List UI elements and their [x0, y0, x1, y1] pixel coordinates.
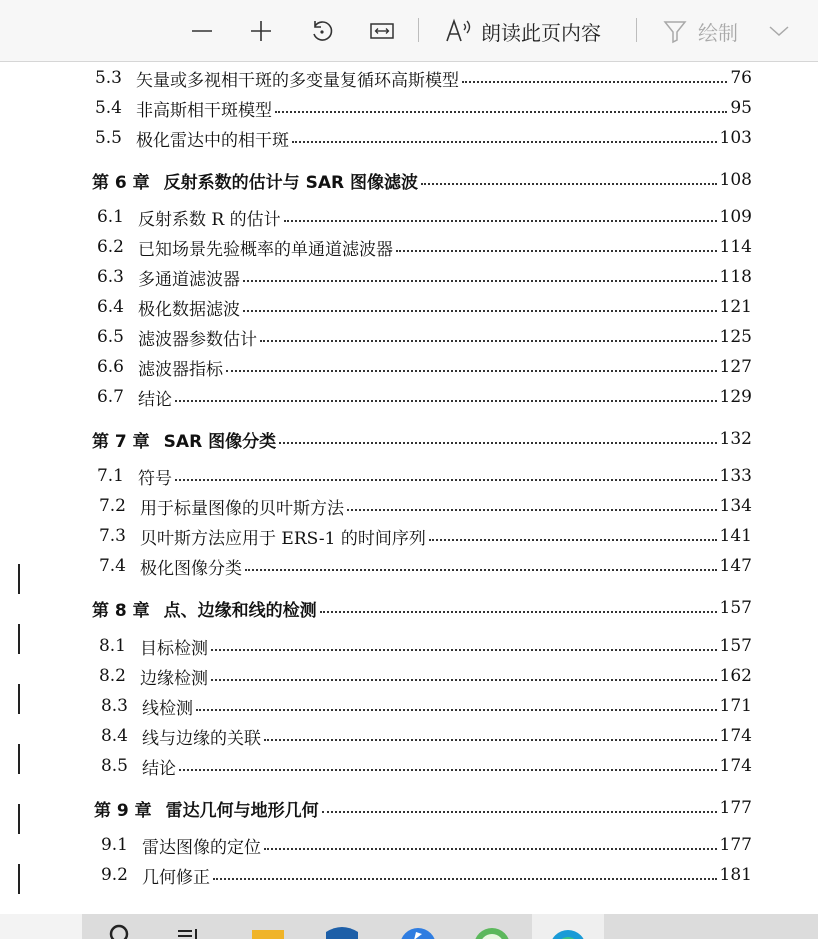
chapter-number: 第 8 章 — [92, 600, 150, 621]
toc-section-row[interactable] — [84, 384, 752, 410]
toc-section-row[interactable] — [86, 523, 752, 549]
section-number: 7.4 — [98, 556, 126, 576]
page-number: 121 — [719, 297, 752, 317]
page-number: 114 — [719, 237, 752, 257]
page-number: 171 — [719, 696, 752, 716]
toc-section-row[interactable] — [86, 633, 752, 659]
dot-leader — [284, 220, 717, 222]
dot-leader — [396, 250, 717, 252]
section-number: 8.2 — [98, 666, 126, 686]
section-title: 符号 — [138, 468, 172, 489]
dot-leader — [347, 509, 717, 511]
section-title: 结论 — [138, 389, 172, 410]
section-number: 6.2 — [96, 237, 124, 257]
section-number: 6.1 — [96, 207, 124, 227]
page-number: 109 — [719, 207, 752, 227]
zoom-in-button[interactable] — [245, 14, 277, 48]
toc-section-row[interactable] — [84, 463, 752, 489]
page-number: 134 — [719, 496, 752, 516]
section-title: 矢量或多视相干斑的多变量复循环高斯模型 — [136, 70, 459, 91]
section-title: 结论 — [142, 758, 176, 779]
margin-mark — [18, 864, 20, 894]
section-number: 6.3 — [96, 267, 124, 287]
section-number: 7.2 — [98, 496, 126, 516]
edge-app-active[interactable] — [532, 914, 604, 939]
pdf-toolbar — [0, 0, 818, 62]
section-number: 8.5 — [100, 756, 128, 776]
toc-section-row[interactable] — [84, 204, 752, 230]
dot-leader — [320, 611, 717, 613]
toc-section-row[interactable] — [82, 125, 752, 151]
section-title: 已知场景先验概率的单通道滤波器 — [138, 239, 393, 260]
toolbar-separator — [418, 18, 419, 42]
read-aloud-button[interactable] — [445, 14, 615, 48]
dot-leader — [260, 340, 717, 342]
page-number: 177 — [719, 798, 752, 818]
toc-section-row[interactable] — [84, 294, 752, 320]
toc-section-row[interactable] — [88, 862, 752, 888]
section-number: 6.5 — [96, 327, 124, 347]
page-number: 141 — [719, 526, 752, 546]
section-number: 6.4 — [96, 297, 124, 317]
margin-mark — [18, 564, 20, 594]
section-number: 6.6 — [96, 357, 124, 377]
chapter-title: 点、边缘和线的检测 — [163, 600, 317, 621]
page-number: 125 — [719, 327, 752, 347]
dot-leader — [243, 280, 717, 282]
section-title: 目标检测 — [140, 638, 208, 659]
section-number: 9.2 — [100, 865, 128, 885]
toc-chapter-row[interactable] — [94, 795, 752, 821]
rotate-button[interactable] — [306, 14, 338, 48]
plus-icon — [249, 19, 273, 43]
task-view-icon[interactable] — [172, 914, 206, 939]
toc-section-row[interactable] — [84, 234, 752, 260]
page-number: 147 — [719, 556, 752, 576]
margin-mark — [18, 624, 20, 654]
page-number: 76 — [730, 68, 752, 88]
chevron-down-icon — [768, 24, 790, 38]
draw-icon — [662, 18, 688, 44]
page-number: 157 — [719, 598, 752, 618]
toc-section-row[interactable] — [88, 723, 752, 749]
fit-width-button[interactable] — [366, 14, 398, 48]
dot-leader — [421, 183, 717, 185]
section-title: 边缘检测 — [140, 668, 208, 689]
toc-section-row[interactable] — [88, 693, 752, 719]
page-number: 103 — [719, 128, 752, 148]
page-number: 95 — [730, 98, 752, 118]
section-number: 8.4 — [100, 726, 128, 746]
section-title: 雷达图像的定位 — [142, 837, 261, 858]
dot-leader — [213, 878, 717, 880]
page-number: 177 — [719, 835, 752, 855]
chapter-number: 第 7 章 — [92, 431, 150, 452]
minus-icon — [190, 19, 214, 43]
toc-section-row[interactable] — [82, 65, 752, 91]
toc-chapter-row[interactable] — [92, 167, 752, 193]
dot-leader — [275, 111, 727, 113]
dot-leader — [196, 709, 717, 711]
section-number: 8.3 — [100, 696, 128, 716]
chapter-title: 雷达几何与地形几何 — [165, 800, 319, 821]
toc-section-row[interactable] — [86, 553, 752, 579]
page-number: 162 — [719, 666, 752, 686]
section-number: 5.4 — [94, 98, 122, 118]
section-title: 贝叶斯方法应用于 ERS-1 的时间序列 — [140, 528, 426, 549]
margin-mark — [18, 744, 20, 774]
page-number: 157 — [719, 636, 752, 656]
chapter-title: SAR 图像分类 — [163, 431, 277, 452]
dot-leader — [211, 679, 717, 681]
page-number: 132 — [719, 429, 752, 449]
dot-leader — [245, 569, 717, 571]
toc-chapter-row[interactable] — [92, 595, 752, 621]
section-title: 线与边缘的关联 — [142, 728, 261, 749]
section-title: 用于标量图像的贝叶斯方法 — [140, 498, 344, 519]
page-number: 181 — [719, 865, 752, 885]
page-number: 174 — [719, 756, 752, 776]
section-number: 5.3 — [94, 68, 122, 88]
dot-leader — [292, 141, 717, 143]
section-number: 5.5 — [94, 128, 122, 148]
margin-mark — [18, 804, 20, 834]
section-number: 8.1 — [98, 636, 126, 656]
page-number: 174 — [719, 726, 752, 746]
dot-leader — [279, 442, 716, 444]
toc-section-row[interactable] — [82, 95, 752, 121]
dot-leader — [175, 479, 717, 481]
search-icon[interactable] — [104, 914, 134, 939]
section-title: 反射系数 R 的估计 — [138, 209, 281, 230]
chapter-number: 第 9 章 — [94, 800, 152, 821]
section-number: 9.1 — [100, 835, 128, 855]
section-title: 极化图像分类 — [140, 558, 242, 579]
dot-leader — [429, 539, 717, 541]
dot-leader — [243, 310, 717, 312]
taskbar — [0, 914, 818, 939]
page-number: 118 — [719, 267, 752, 287]
toc-chapter-row[interactable] — [92, 426, 752, 452]
pdf-page — [0, 62, 818, 914]
section-title: 极化数据滤波 — [138, 299, 240, 320]
section-title: 非高斯相干斑模型 — [136, 100, 272, 121]
dot-leader — [264, 739, 717, 741]
taskbar-search-box[interactable] — [0, 914, 82, 939]
page-number: 133 — [719, 466, 752, 486]
toc-section-row[interactable] — [86, 663, 752, 689]
section-title: 多通道滤波器 — [138, 269, 240, 290]
draw-label: 绘制 — [698, 20, 738, 45]
section-title: 几何修正 — [142, 867, 210, 888]
app-icon[interactable] — [398, 914, 438, 939]
store-icon[interactable] — [322, 914, 362, 939]
dot-leader — [322, 811, 717, 813]
page-number: 108 — [719, 170, 752, 190]
toc-section-row[interactable] — [86, 493, 752, 519]
toc-section-row[interactable] — [88, 753, 752, 779]
toc-section-row[interactable] — [84, 264, 752, 290]
section-title: 滤波器参数估计 — [138, 329, 257, 350]
page-number: 129 — [719, 387, 752, 407]
zoom-out-button[interactable] — [186, 14, 218, 48]
dot-leader — [264, 848, 717, 850]
rotate-icon — [309, 18, 335, 44]
margin-mark — [18, 684, 20, 714]
dot-leader — [462, 81, 727, 83]
dot-leader — [179, 769, 717, 771]
draw-dropdown-button[interactable] — [764, 14, 794, 48]
chapter-title: 反射系数的估计与 SAR 图像滤波 — [163, 172, 418, 193]
section-title: 滤波器指标 — [138, 359, 223, 380]
app-icon[interactable] — [472, 914, 512, 939]
toc-section-row[interactable] — [84, 354, 752, 380]
section-number: 7.1 — [96, 466, 124, 486]
toc-section-row[interactable] — [88, 832, 752, 858]
read-aloud-icon — [445, 18, 475, 44]
dot-leader — [226, 370, 717, 372]
fit-width-icon — [369, 21, 395, 41]
section-number: 6.7 — [96, 387, 124, 407]
chapter-number: 第 6 章 — [92, 172, 150, 193]
section-title: 极化雷达中的相干斑 — [136, 130, 289, 151]
section-number: 7.3 — [98, 526, 126, 546]
toolbar-separator — [636, 18, 637, 42]
dot-leader — [175, 400, 717, 402]
toc-section-row[interactable] — [84, 324, 752, 350]
draw-button[interactable] — [662, 14, 752, 48]
dot-leader — [211, 649, 717, 651]
file-explorer-icon[interactable] — [248, 914, 288, 939]
page-number: 127 — [719, 357, 752, 377]
section-title: 线检测 — [142, 698, 193, 719]
read-aloud-label: 朗读此页内容 — [481, 20, 601, 45]
